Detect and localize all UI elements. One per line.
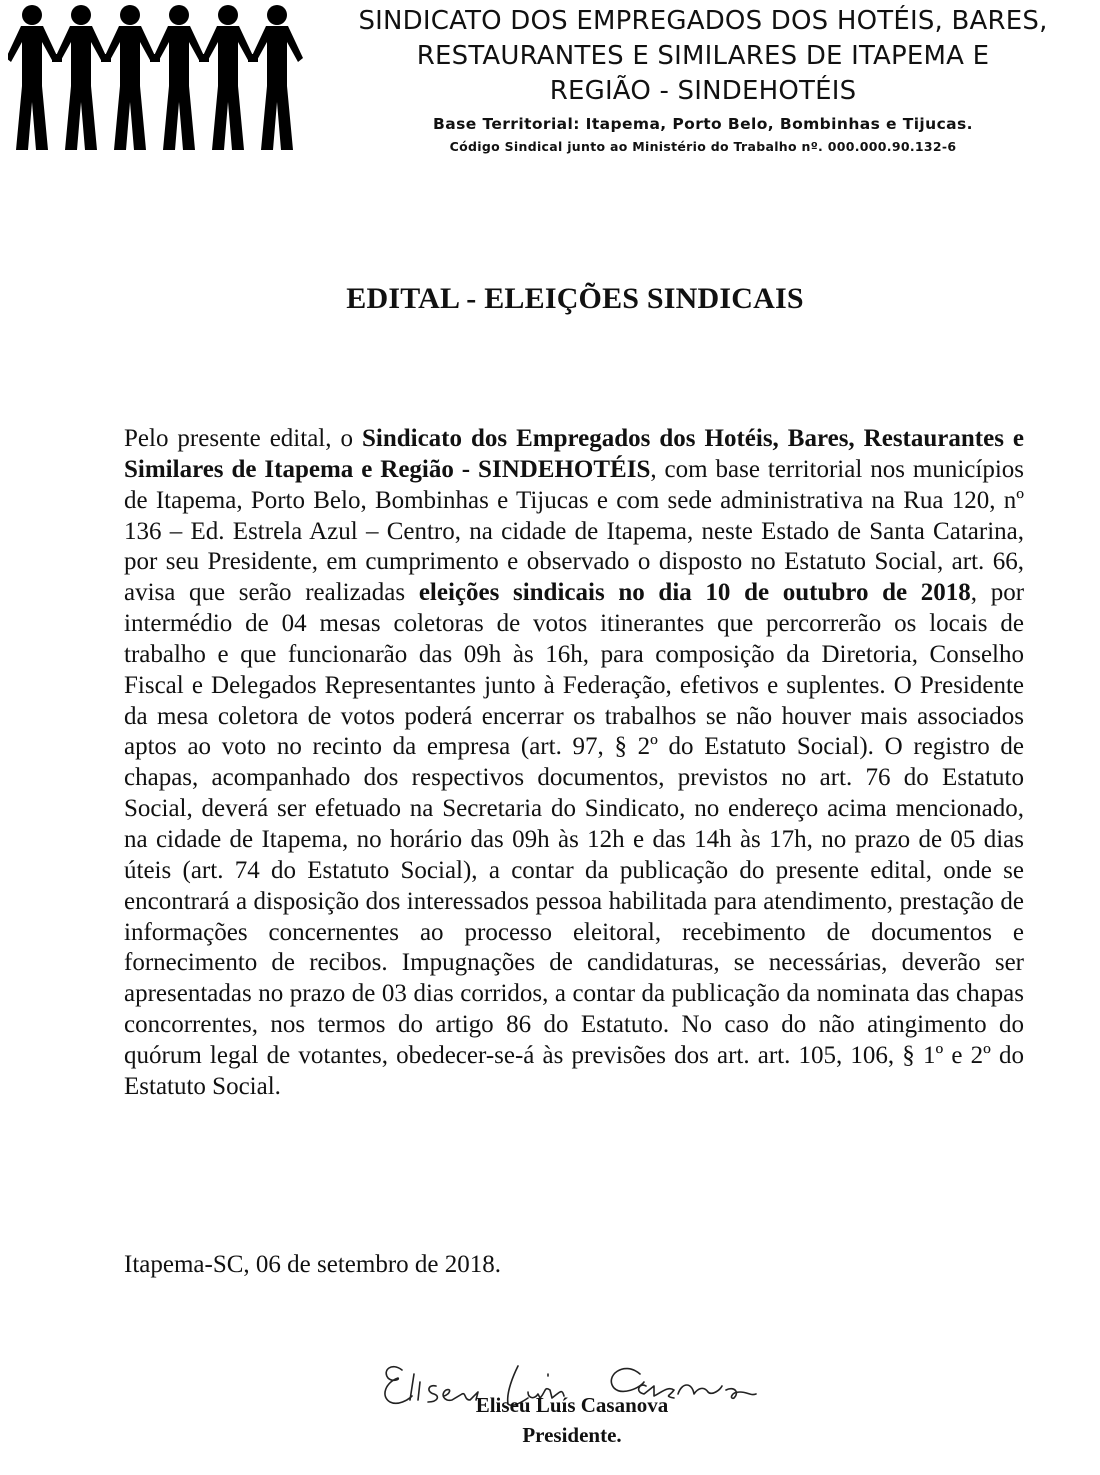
signer-role: Presidente.: [522, 1423, 622, 1447]
letterhead: [318, 4, 1088, 157]
body-intro: Pelo presente edital, o: [124, 425, 353, 452]
edital-body: [124, 424, 1024, 1103]
base-territorial: Base Territorial: Itapema, Porto Belo, Bombinhas e Tijucas.: [433, 115, 973, 133]
logo-figure: [251, 5, 303, 150]
signer-name: Eliseu Luís Casanova: [475, 1393, 669, 1417]
union-logo: [8, 4, 304, 154]
date-line: Itapema-SC, 06 de setembro de 2018.: [124, 1251, 501, 1278]
org-name-line-2: RESTAURANTES E SIMILARES DE ITAPEMA E: [416, 41, 990, 71]
body-text-part-2: , por intermédio de 04 mesas coletoras de votos itinerantes que percorrerão os locais de trabalho e que funcionarão das 09h às 16h, para composição da Diretoria, Conselho Fiscal e Delegados Representantes junto à Federação, efetivos e suplentes. O Presidente da mesa coletora de votos poderá encerrar os trabalhos se não houver mais associados aptos ao voto no recinto da empresa (art. 97, § 2º do Estatuto Social). O registro de chapas, acompanhado dos respectivos documentos, previstos no art. 76 do Estatuto Social, deverá ser efetuado na Secretaria do Sindicato, no endereço acima mencionado, na cidade de Itapema, no horário das 09h às 12h e das 14h às 17h, no prazo de 05 dias úteis (art. 74 do Estatuto Social), a contar da publicação do presente edital, onde se encontrará a disposição dos interessados pessoa habilitada para atendimento, prestação de informações concernentes ao processo eleitoral, recebimento de documentos e fornecimento de recibos. Impugnações de candidaturas, se necessárias, deverão ser apresentadas no prazo de 03 dias corridos, a contar da publicação da nominata das chapas concorrentes, nos termos do artigo 86 do Estatuto. No caso do não atingimento do quórum legal de votantes, obedecer-se-á às previsões dos art. art. 105, 106, § 1º e 2º do Estatuto Social.: [124, 579, 1025, 1100]
org-name-line-1: SINDICATO DOS EMPREGADOS DOS HOTÉIS, BARES,: [358, 6, 1048, 36]
org-name-line-3: REGIÃO - SINDEHOTÉIS: [549, 76, 857, 106]
logo-figure: [104, 5, 156, 150]
logo-figure: [153, 5, 205, 150]
body-election-date: eleições sindicais no dia 10 de outubro de 2018: [418, 579, 971, 607]
logo-figure: [8, 5, 58, 150]
document-title: EDITAL - ELEIÇÕES SINDICAIS: [346, 282, 804, 315]
codigo-sindical: Código Sindical junto ao Ministério do Trabalho nº. 000.000.90.132-6: [449, 139, 957, 154]
body-org-name: Sindicato dos Empregados dos Hotéis, Bares, Restaurantes e Similares de Itapema e Região - SINDEHOTÉIS: [124, 425, 1025, 483]
logo-figure: [55, 5, 107, 150]
body-text-part-1: , com base territorial nos municípios de Itapema, Porto Belo, Bombinhas e Tijucas e com sede administrativa na Rua 120, nº 136 – Ed. Estrela Azul – Centro, na cidade de Itapema, neste Estado de Santa Catarina, por seu Presidente, em cumprimento e observado o disposto no Estatuto Social, art. 66, avisa que serão realizadas: [124, 455, 1024, 607]
logo-figure: [202, 5, 254, 150]
